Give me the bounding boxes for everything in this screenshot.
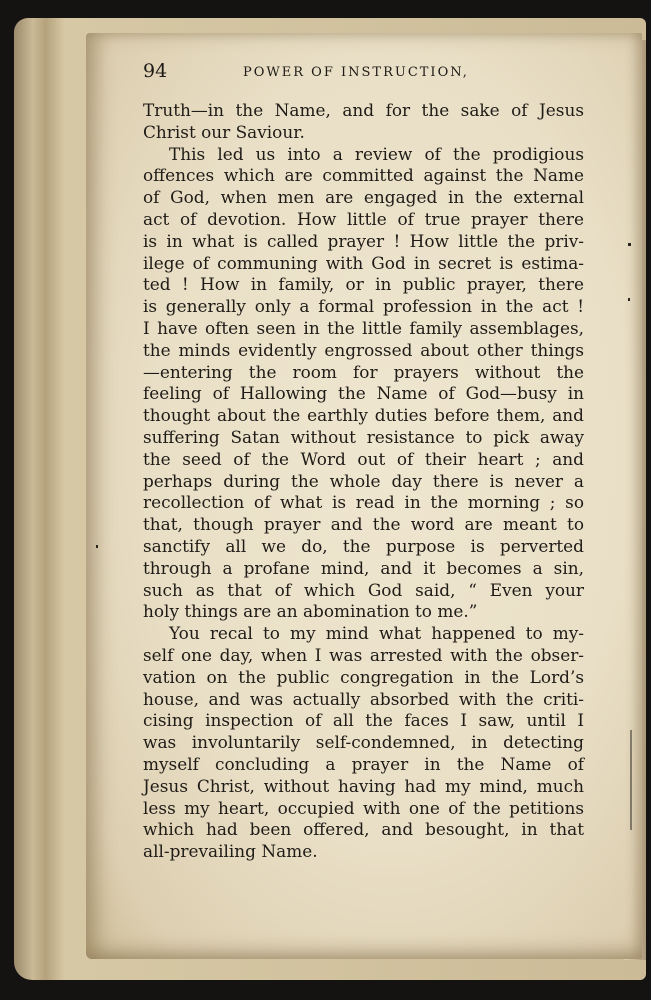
margin-mark bbox=[628, 243, 631, 246]
text-line: perhaps during the whole day there is never a bbox=[143, 470, 584, 491]
running-title: POWER OF INSTRUCTION, bbox=[243, 65, 469, 80]
text-line: sanctify all we do, the purpose is perverted bbox=[143, 535, 584, 556]
text-line: is in what is called prayer ! How little the priv- bbox=[143, 230, 584, 251]
text-line: such as that of which God said, “ Even your bbox=[143, 579, 584, 600]
text-line: ilege of communing with God in secret is estima- bbox=[143, 252, 584, 273]
text-line: Truth—in the Name, and for the sake of Jesus bbox=[143, 100, 584, 120]
text-line: recollection of what is read in the morning ; so bbox=[143, 492, 584, 513]
text-line: You recal to my mind what happened to my- bbox=[169, 623, 584, 644]
margin-mark bbox=[96, 545, 98, 548]
text-line: was involuntarily self-condemned, in detecting bbox=[143, 732, 584, 753]
text-line: less my heart, occupied with one of the petitions bbox=[143, 797, 584, 818]
text-line: house, and was actually absorbed with the criti- bbox=[143, 688, 584, 709]
text-line: This led us into a review of the prodigious bbox=[169, 143, 584, 164]
margin-mark bbox=[628, 298, 630, 301]
text-line: I have often seen in the little family assemblages, bbox=[143, 317, 584, 338]
text-line: Jesus Christ, without having had my mind, much bbox=[143, 775, 584, 796]
text-line: the minds evidently engrossed about other things bbox=[143, 339, 584, 360]
text-line: holy things are an abomination to me.” bbox=[143, 601, 478, 622]
text-line: the seed of the Word out of their heart ; and bbox=[143, 448, 584, 469]
text-line: myself concluding a prayer in the Name of bbox=[143, 753, 584, 774]
text-line: vation on the public congregation in the Lord’s bbox=[143, 666, 584, 687]
text-line: that, though prayer and the word are meant to bbox=[143, 514, 584, 535]
text-line: through a profane mind, and it becomes a sin, bbox=[143, 557, 584, 578]
page-header bbox=[143, 58, 583, 88]
text-line: act of devotion. How little of true prayer there bbox=[143, 208, 584, 229]
text-line: thought about the earthly duties before them, and bbox=[143, 405, 584, 426]
text-line: feeling of Hallowing the Name of God—busy in bbox=[143, 383, 584, 404]
text-line: all-prevailing Name. bbox=[143, 841, 318, 862]
text-line: offences which are committed against the Name bbox=[143, 165, 584, 186]
text-line: suffering Satan without resistance to pick away bbox=[143, 426, 584, 447]
text-line: self one day, when I was arrested with the obser- bbox=[143, 644, 584, 665]
text-line: —entering the room for prayers without the bbox=[143, 361, 584, 382]
page-number: 94 bbox=[143, 60, 168, 82]
margin-mark bbox=[630, 730, 632, 830]
text-line: ted ! How in family, or in public prayer, there bbox=[143, 274, 584, 295]
text-line: Christ our Saviour. bbox=[143, 121, 305, 142]
text-line: is generally only a formal profession in the act ! bbox=[143, 296, 584, 317]
text-line: cising inspection of all the faces I saw, until I bbox=[143, 710, 584, 731]
body-text bbox=[143, 100, 584, 863]
text-line: which had been offered, and besought, in that bbox=[143, 819, 584, 840]
text-line: of God, when men are engaged in the external bbox=[143, 187, 584, 208]
